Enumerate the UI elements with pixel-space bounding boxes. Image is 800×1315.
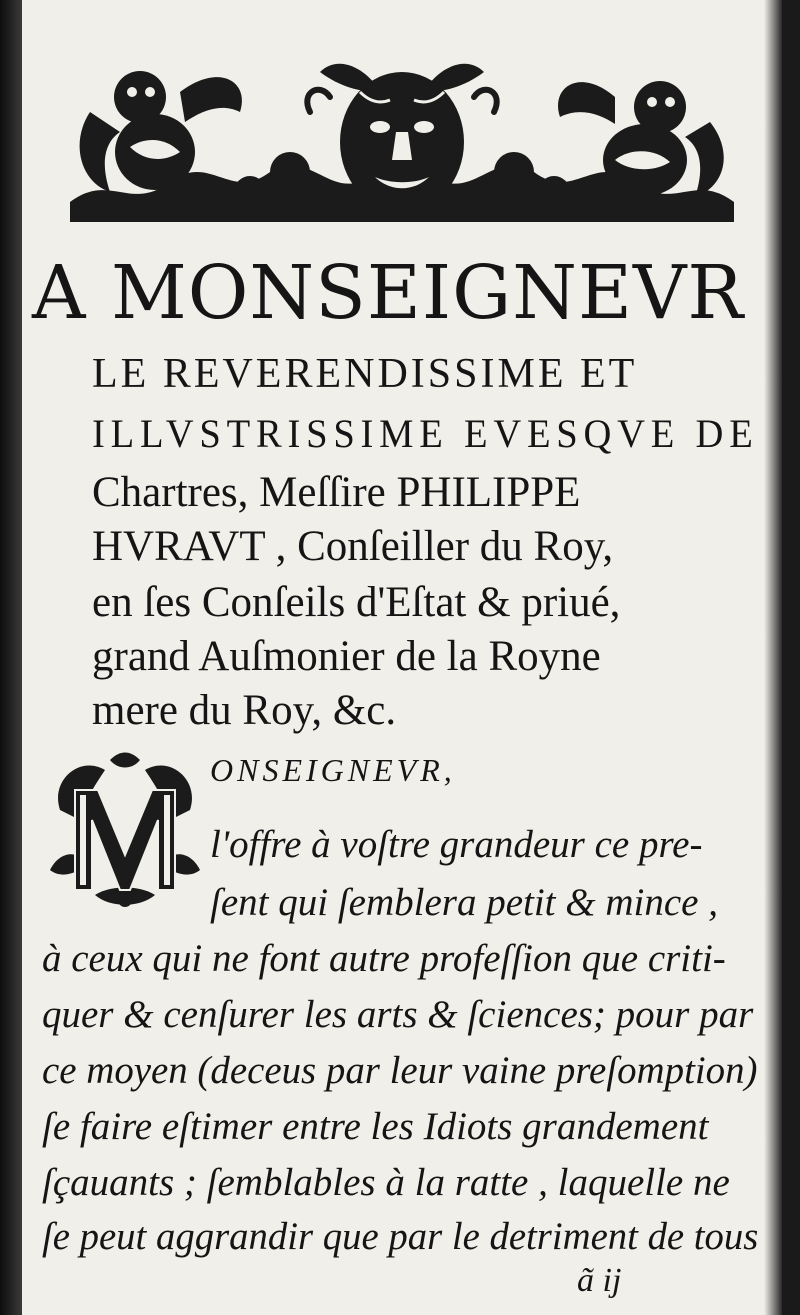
- salutation: ONSEIGNEVR,: [210, 752, 456, 788]
- body-line: à ceux qui ne font autre profeſſion que criti-: [42, 937, 726, 980]
- dedication-line: LE REVERENDISSIME ET: [92, 351, 638, 397]
- dedication-line: grand Auſmonier de la Royne: [92, 633, 601, 680]
- woodcut-headpiece: [70, 52, 734, 222]
- ornamental-dropcap: [50, 750, 200, 910]
- book-page: [22, 0, 782, 1315]
- signature-mark: ã ij: [577, 1262, 622, 1299]
- body-line: ſe peut aggrandir que par le detriment de tous: [42, 1215, 759, 1258]
- body-line: quer & cenſurer les arts & ſciences; pour par: [42, 993, 754, 1036]
- body-line: ce moyen (deceus par leur vaine preſomption): [42, 1049, 758, 1092]
- body-line: ſent qui ſemblera petit & mince ,: [210, 881, 718, 924]
- dedication-line: ILLVSTRISSIME EVESQVE DE: [92, 411, 759, 456]
- dedication-line: mere du Roy, &c.: [92, 687, 397, 734]
- dedication-line: en ſes Conſeils d'Eſtat & priué,: [92, 579, 621, 626]
- body-line: ſçauants ; ſemblables à la ratte , laquelle ne: [42, 1161, 730, 1204]
- body-line: l'offre à voſtre grandeur ce pre-: [210, 823, 703, 866]
- dedication-line: Chartres, Meſſire PHILIPPE: [92, 469, 581, 516]
- dedication-line: HVRAVT , Conſeiller du Roy,: [92, 523, 614, 570]
- dedication-title: A MONSEIGNEVR: [32, 250, 745, 336]
- gutter-shadow: [0, 0, 22, 1315]
- body-line: ſe faire eſtimer entre les Idiots grandement: [42, 1105, 709, 1148]
- page-edge-shadow: [764, 0, 782, 1315]
